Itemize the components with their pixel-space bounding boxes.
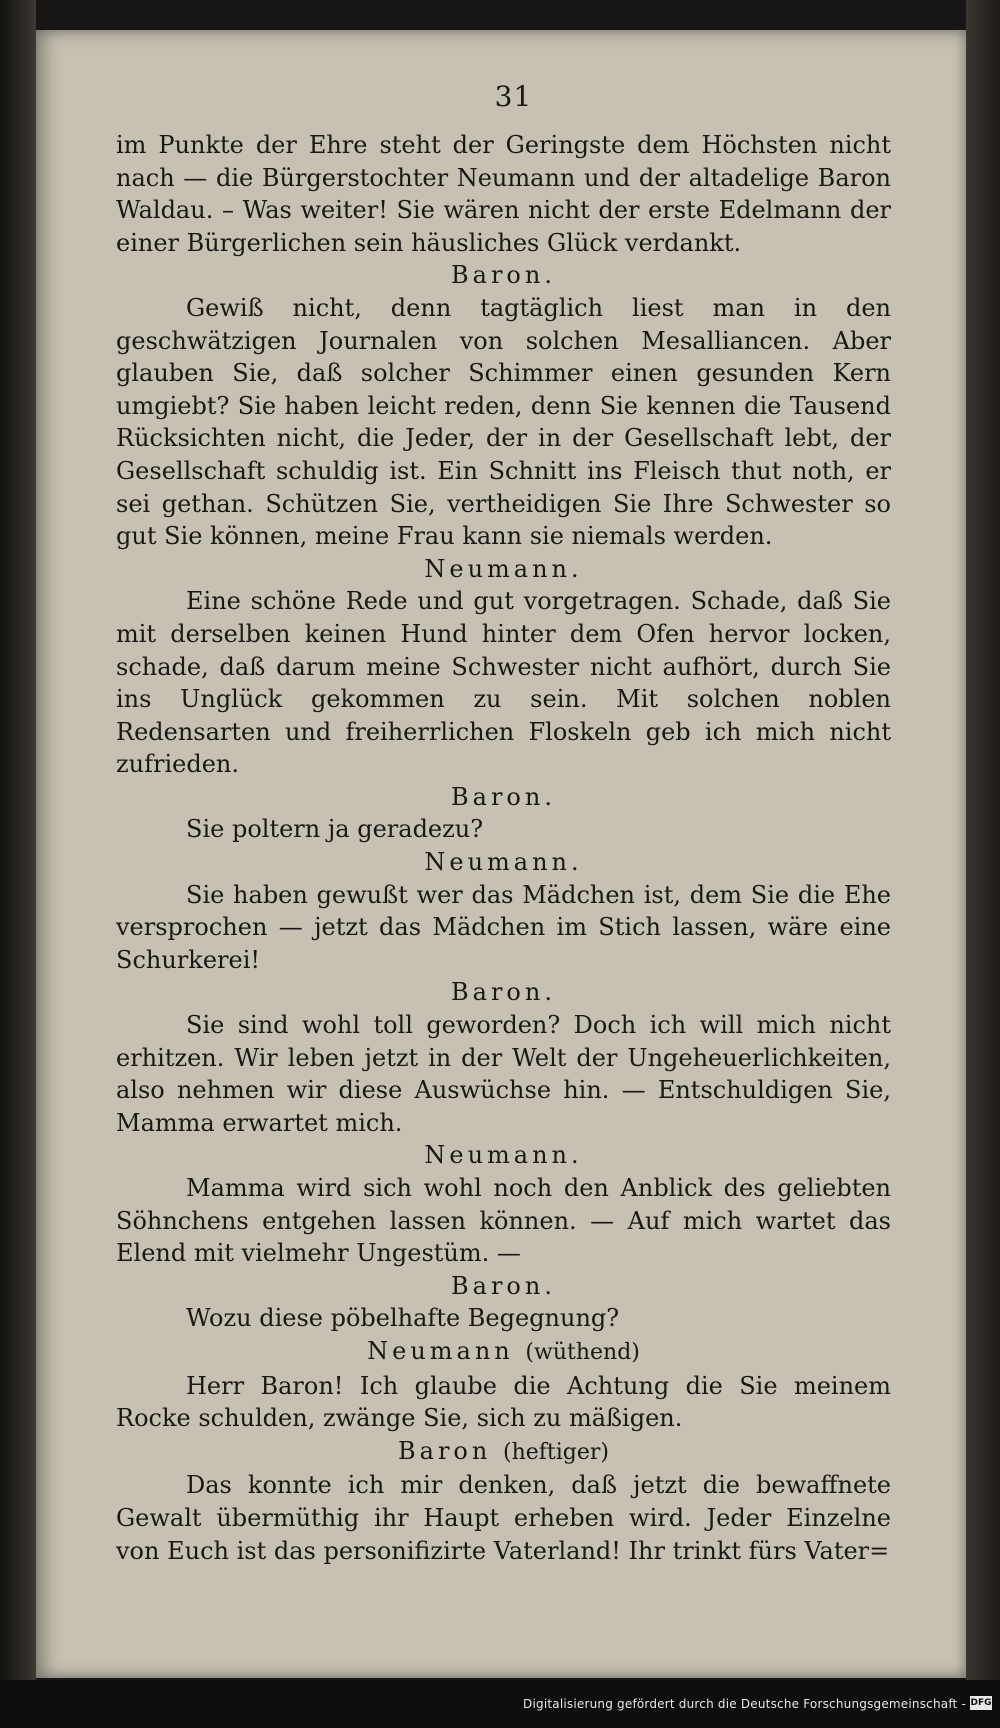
speaker-heading <box>116 976 891 1009</box>
footer-bar <box>0 1680 1000 1728</box>
text-paragraph: Wozu diese pöbelhafte Begegnung? <box>186 1304 620 1333</box>
speaker-name: Baron. <box>451 261 556 290</box>
speaker-heading <box>116 553 891 586</box>
text-paragraph: Das konnte ich mir denken, daß jetzt die bewaffnete Gewalt übermüthig ihr Haupt erheben wird. Jeder Einzelne von Euch ist das personifizirte Vaterland! Ihr trinkt fürs Vater= <box>116 1471 891 1565</box>
text-paragraph: Sie haben gewußt wer das Mädchen ist, dem Sie die Ehe versprochen — jetzt das Mädchen im Stich lassen, wäre eine Schurkerei! <box>116 880 891 974</box>
book-page <box>36 30 966 1678</box>
text-paragraph: Herr Baron! Ich glaube die Achtung die Sie meinem Rocke schulden, zwänge Sie, sich zu mäßigen. <box>116 1371 891 1433</box>
speaker-name: Neumann. <box>424 848 583 877</box>
speaker-heading <box>116 846 891 879</box>
speaker-name: Baron. <box>451 978 556 1007</box>
dfg-logo-icon: DFG <box>970 1698 992 1708</box>
page-edge-shadow <box>966 0 1000 1680</box>
text-paragraph: Eine schöne Rede und gut vorgetragen. Schade, daß Sie mit derselben keinen Hund hinter dem Ofen hervor locken, schade, daß darum meine Schwester nicht aufhört, durch Sie ins Unglück gekommen zu sein. Mit solchen noblen Redensarten und freiherrlichen Floskeln geb ich mich nicht zufrieden. <box>116 587 891 779</box>
text-blocks <box>116 129 891 1567</box>
speaker-name: Baron. <box>451 782 556 811</box>
text-paragraph: Sie poltern ja geradezu? <box>186 815 484 844</box>
footer-credit: Digitalisierung gefördert durch die Deutsche Forschungsgemeinschaft - <box>523 1697 966 1711</box>
text-paragraph: Mamma wird sich wohl noch den Anblick des geliebten Söhnchens entgehen lassen können. — Auf mich wartet das Elend mit vielmehr Ungestüm. — <box>116 1174 891 1268</box>
text-paragraph: Sie sind wohl toll geworden? Doch ich will mich nicht erhitzen. Wir leben jetzt in der Welt der Ungeheuerlichkeiten, also nehmen wir diese Auswüchse hin. — Entschuldigen Sie, Mamma erwartet mich. <box>116 1011 891 1137</box>
speaker-heading <box>116 1435 891 1470</box>
speaker-name: Neumann. <box>424 554 583 583</box>
speaker-heading <box>116 1335 891 1370</box>
page-text <box>116 80 891 1567</box>
stage-direction: (wüthend) <box>525 1339 640 1365</box>
speaker-heading <box>116 781 891 814</box>
page-number: 31 <box>494 80 533 113</box>
speaker-heading <box>116 259 891 292</box>
speaker-name: Baron. <box>451 1271 556 1300</box>
speaker-heading <box>116 1270 891 1303</box>
book-spine-shadow <box>0 0 36 1680</box>
speaker-heading <box>116 1139 891 1172</box>
stage-direction: (heftiger) <box>502 1439 609 1465</box>
speaker-name: Neumann. <box>424 1141 583 1170</box>
speaker-name: Baron <box>398 1436 492 1465</box>
text-paragraph: im Punkte der Ehre steht der Geringste dem Höchsten nicht nach — die Bürgerstochter Neumann und der altadelige Baron Waldau. – Was weiter! Sie wären nicht der erste Edelmann der einer Bürgerlichen sein häusliches Glück verdankt. <box>116 131 891 257</box>
speaker-name: Neumann <box>367 1336 514 1365</box>
text-paragraph: Gewiß nicht, denn tagtäglich liest man in den geschwätzigen Journalen von solchen Mesalliancen. Aber glauben Sie, daß solcher Schimmer einen gesunden Kern umgiebt? Sie haben leicht reden, denn Sie kennen die Tausend Rücksichten nicht, die Jeder, der in der Gesellschaft lebt, der Gesellschaft schuldig ist. Ein Schnitt ins Fleisch thut noth, er sei gethan. Schützen Sie, vertheidigen Sie Ihre Schwester so gut Sie können, meine Frau kann sie niemals werden. <box>116 293 891 551</box>
